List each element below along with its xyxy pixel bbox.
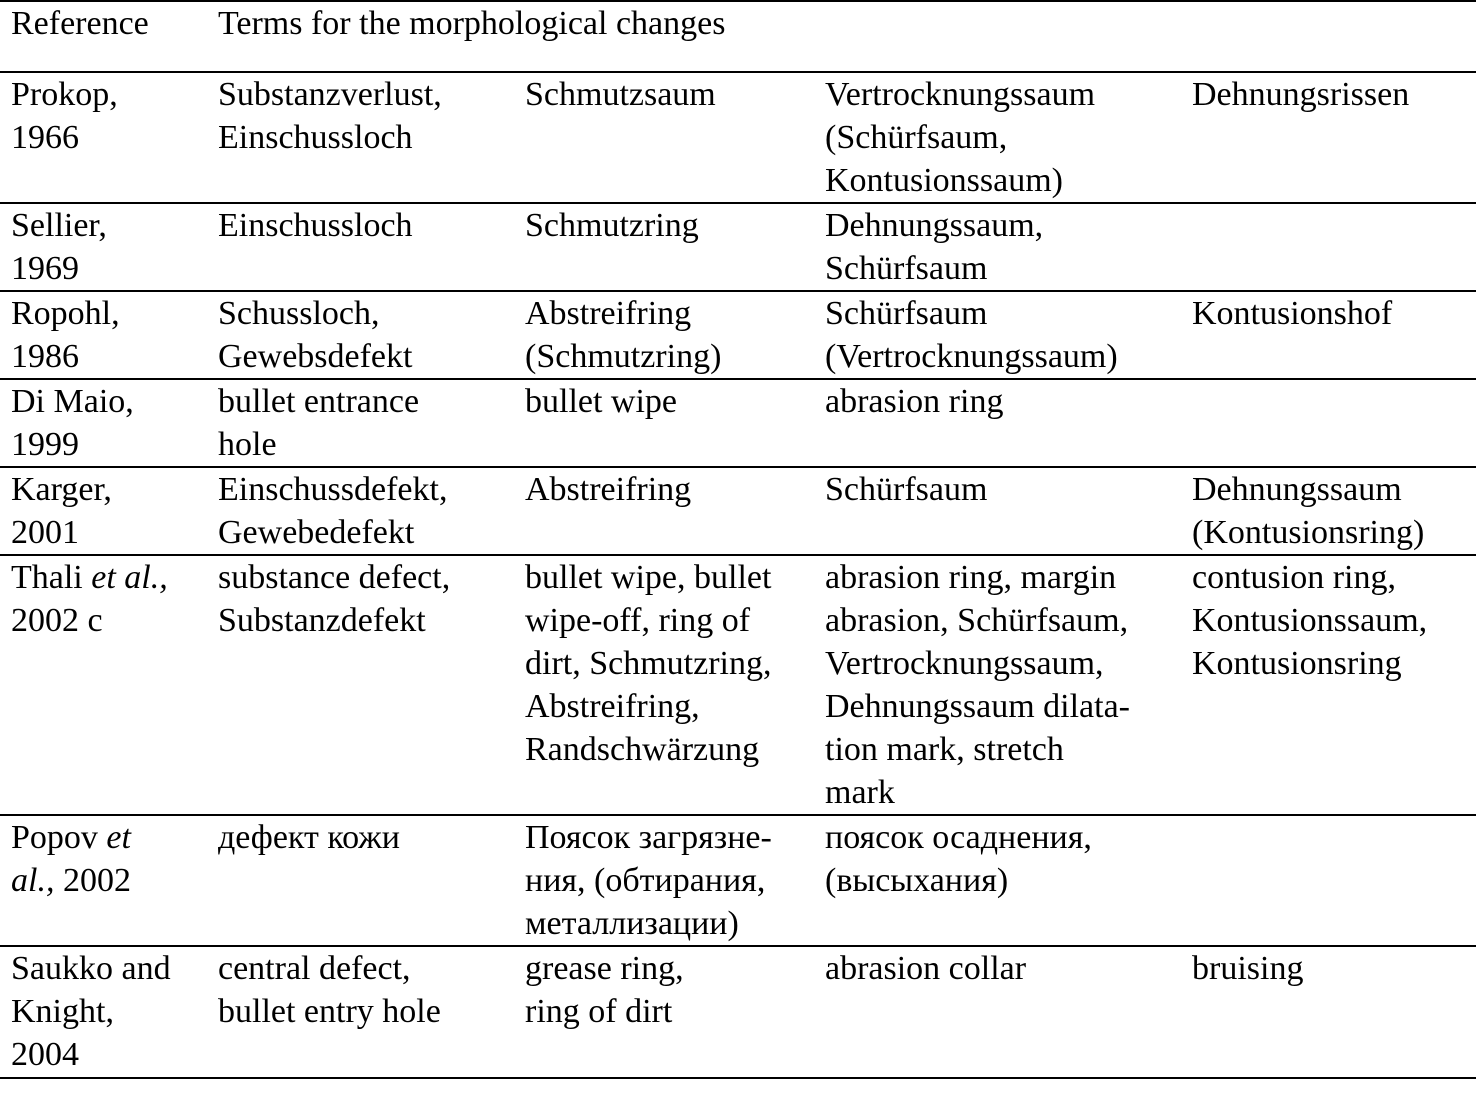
reference-cell [0, 815, 207, 946]
term-cell: поясок осаднения, (высыхания) [825, 819, 1092, 899]
term-cell: contusion ring, Kontusionssaum, Kontusionsring [1192, 559, 1428, 682]
reference-author: Popov [11, 819, 107, 856]
term-cell: bullet wipe [525, 383, 678, 420]
term-cell: Schürfsaum [825, 471, 988, 508]
reference-author: Thali [11, 559, 92, 596]
term-cell: Dehnungsrissen [1192, 76, 1410, 113]
term-cell: bruising [1192, 950, 1304, 987]
term-cell: central defect, bullet entry hole [218, 950, 441, 1030]
term-cell: abrasion ring, margin abrasion, Schürfsaum, Vertrocknungssaum, Dehnungssaum dilata- tion mark, stretch mark [825, 559, 1130, 811]
term-cell: Schmutzring [525, 207, 699, 244]
term-cell [1181, 815, 1476, 946]
table-row [0, 203, 1476, 291]
term-cell: Schmutzsaum [525, 76, 716, 113]
reference-cell: Saukko and Knight, 2004 [11, 950, 171, 1073]
term-cell: Abstreifring (Schmutzring) [525, 295, 722, 375]
header-reference: Reference [11, 5, 149, 42]
term-cell: Schürfsaum (Vertrocknungssaum) [825, 295, 1118, 375]
term-cell: bullet wipe, bullet wipe-off, ring of dirt, Schmutzring, Abstreifring, Randschwärzung [525, 559, 772, 768]
term-cell: Поясок загрязне- ния, (обтирания, металлизации) [525, 819, 772, 942]
table-row [0, 946, 1476, 1078]
term-cell: Einschussdefekt, Gewebedefekt [218, 471, 448, 551]
term-cell [1181, 203, 1476, 291]
header-terms: Terms for the morphological changes [218, 5, 726, 42]
term-cell: substance defect, Substanzdefekt [218, 559, 451, 639]
term-cell: abrasion collar [825, 950, 1027, 987]
term-cell: Vertrocknungssaum (Schürfsaum, Kontusionssaum) [825, 76, 1096, 199]
term-cell: abrasion ring [825, 383, 1004, 420]
reference-cell: Di Maio, 1999 [11, 383, 134, 463]
table-row [0, 72, 1476, 203]
term-cell: Abstreifring [525, 471, 692, 508]
reference-cell: Karger, 2001 [11, 471, 112, 551]
table-row [0, 467, 1476, 555]
reference-cell: Ropohl, 1986 [11, 295, 120, 375]
term-cell: Kontusionshof [1192, 295, 1393, 332]
table-row [0, 815, 1476, 946]
table-row [0, 291, 1476, 379]
table-row [0, 555, 1476, 815]
reference-year: 2002 [54, 862, 131, 899]
term-cell: Substanzverlust, Einschussloch [218, 76, 442, 156]
term-cell: bullet entrance hole [218, 383, 420, 463]
reference-et-al: et al., [11, 819, 131, 899]
term-cell: Einschussloch [218, 207, 413, 244]
term-cell: Schussloch, Gewebsdefekt [218, 295, 413, 375]
reference-et-al: et al., [91, 559, 168, 596]
term-cell: Dehnungssaum, Schürfsaum [825, 207, 1044, 287]
term-cell: grease ring, ring of dirt [525, 950, 684, 1030]
term-cell: Dehnungssaum (Kontusionsring) [1192, 471, 1425, 551]
term-cell [1181, 379, 1476, 467]
table-header-row [0, 1, 1476, 72]
reference-year: 2002 c [11, 602, 103, 639]
reference-cell [0, 555, 207, 815]
term-cell: дефект кожи [218, 819, 400, 856]
reference-cell: Prokop, 1966 [11, 76, 118, 156]
table-row [0, 379, 1476, 467]
reference-cell: Sellier, 1969 [11, 207, 107, 287]
